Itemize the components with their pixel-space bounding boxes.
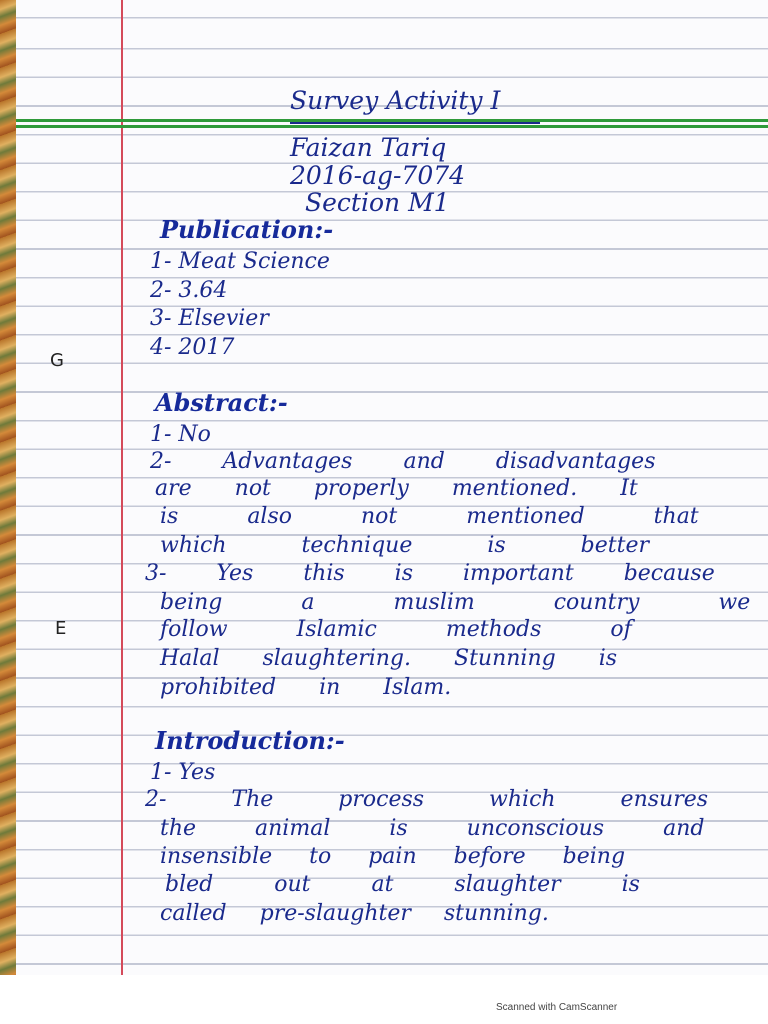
section: Section M1 [305,188,450,217]
abstract-line: Halal slaughtering. Stunning is [160,646,618,671]
abstract-line: are not properly mentioned. It [155,476,638,501]
publication-item: 4- 2017 [150,335,235,360]
introduction-line: the animal is unconscious and [160,816,705,841]
introduction-line: 2- The process which ensures [145,787,709,812]
scanner-watermark: Scanned with CamScanner [496,1002,618,1013]
abstract-line: being a muslim country we [160,590,751,615]
abstract-line: 2- Advantages and disadvantages [150,449,656,474]
abstract-line: follow Islamic methods of [160,617,632,642]
introduction-heading: Introduction:- [155,726,345,755]
margin-mark: G [50,350,64,371]
publication-item: 2- 3.64 [150,278,228,303]
introduction-line: insensible to pain before being [160,844,626,869]
green-rule-bottom [16,125,768,128]
title: Survey Activity I [290,86,501,115]
abstract-line: 3- Yes this is important because [145,561,715,586]
abstract-line: which technique is better [160,533,649,558]
title-underline [290,122,540,124]
scanner-footer [0,975,768,1024]
introduction-line: called pre-slaughter stunning. [160,901,549,926]
abstract-heading: Abstract:- [155,388,288,417]
student-name: Faizan Tariq [290,133,447,162]
publication-item: 1- Meat Science [150,249,330,274]
page-edge-pattern [0,0,16,975]
introduction-line: bled out at slaughter is [165,872,640,897]
publication-heading: Publication:- [160,215,334,244]
abstract-line: is also not mentioned that [160,504,699,529]
abstract-line: 1- No [150,422,211,447]
introduction-line: 1- Yes [150,760,216,785]
publication-item: 3- Elsevier [150,306,269,331]
margin-mark: E [55,618,67,639]
abstract-line: prohibited in Islam. [160,675,452,700]
registration-number: 2016-ag-7074 [290,161,466,190]
margin-line [121,0,123,975]
